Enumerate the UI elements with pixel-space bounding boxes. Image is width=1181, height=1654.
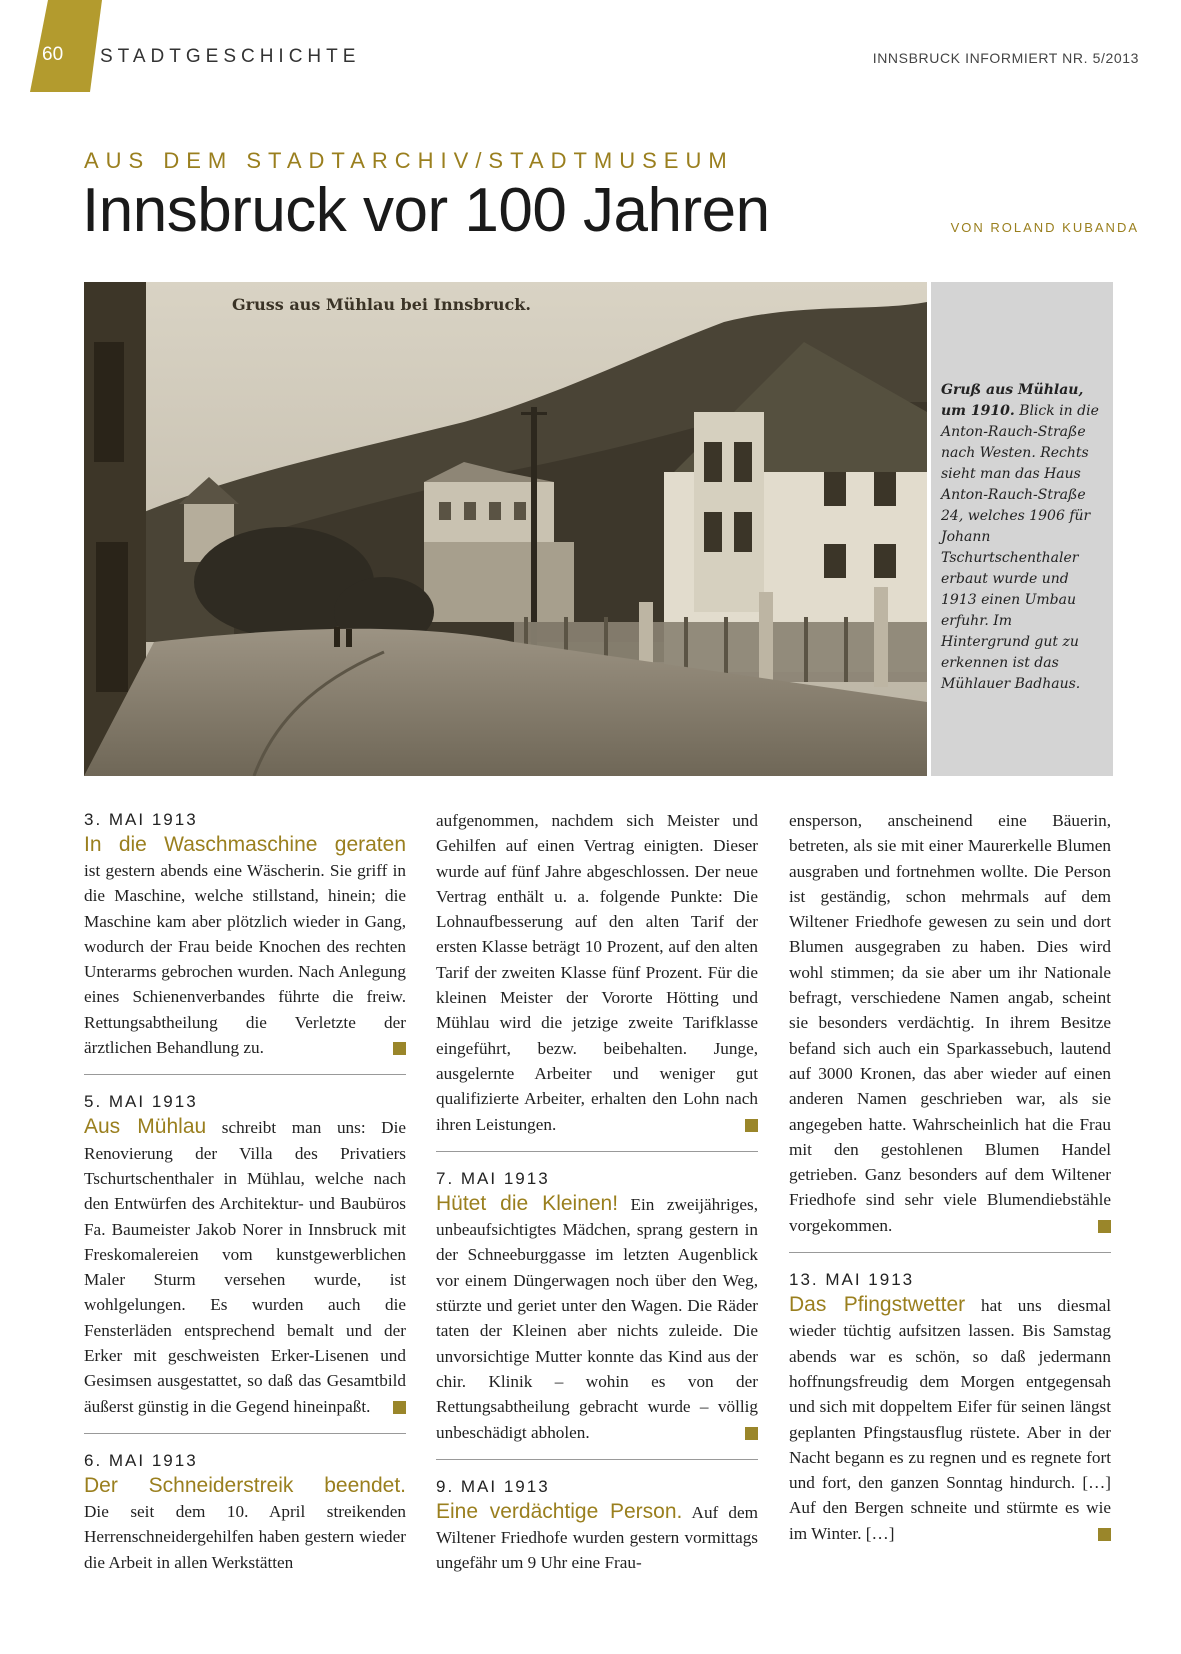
caption-bold: Gruß aus Mühlau, um 1910. [941,382,1084,419]
article-body: Aus Mühlau schreibt man uns: Die Renovierung der Villa des Privatiers Tschurtschenthaler in Mühlau, welche nach den Entwürfen des Architektur- und Baubüros Fa. Baumeister Jakob Norer in Innsbruck mit Freskomalereien vom kunstgewerblichen Maler Sturm versehen wurde, ist wohlgelungen. Es wurden auch die Fensterläden entsprechend bemalt und der Erker mit geschweisten Erker-Lisenen und Gesimsen ausgestattet, so daß das Gesamtbild äußerst günstig in die Gegend hineinpaßt. [84,1115,406,1416]
article-5-mai [84,1090,406,1419]
historic-postcard-photo [84,282,927,776]
page-title: Innsbruck vor 100 Jahren [82,176,770,245]
article-date: 3. MAI 1913 [84,810,198,829]
article-headline: Hütet die Kleinen! [436,1191,619,1215]
article-headline: Der Schneiderstreik beendet. [84,1473,406,1497]
divider [84,1433,406,1434]
article-date: 7. MAI 1913 [436,1168,550,1188]
article-date: 5. MAI 1913 [84,1092,198,1112]
article-date: 6. MAI 1913 [84,1450,198,1470]
article-body: Das Pfingstwetter hat uns diesmal wieder tüchtig aufsitzen lassen. Bis Samstag abends war es schön, so daß jedermann hoffnungsfreudig dem Morgen entgegensah und sich mit doppeltem Eifer für seinen längst geplanten Pfingstausflug rüstete. Aber in der Nacht begann es zu regnen und es regnete fort und fort, den ganzen Sonntag hindurch. […] Auf den Bergen schneite und stürmte es wie im Winter. […] [789,1293,1111,1543]
article-body: Die seit dem 10. April streikenden Herrenschneidergehilfen haben gestern wieder die Arbeit in allen Werkstätten [84,1501,406,1572]
byline: VON ROLAND KUBANDA [950,220,1139,235]
photo-caption [941,380,1101,695]
page-number-tab [30,0,102,92]
article-13-mai [789,1268,1111,1546]
end-mark-icon [1098,1220,1111,1233]
page-number: 60 [42,44,64,65]
column-1 [84,808,406,1575]
article-7-mai [436,1167,758,1445]
divider [789,1252,1111,1253]
section-label: STADTGESCHICHTE [100,46,361,67]
article-headline: Eine verdächtige Person. [436,1499,683,1523]
end-mark-icon [745,1119,758,1132]
article-6-mai [84,1449,406,1575]
end-mark-icon [1098,1528,1111,1541]
end-mark-icon [393,1042,406,1055]
divider [436,1459,758,1460]
divider [84,1074,406,1075]
divider [436,1151,758,1152]
caption-text: Blick in die Anton-Rauch-Straße nach Westen. Rechts sieht man das Haus Anton-Rauch-Straße 24, welches 1906 für Johann Tschurtschenthaler erbaut wurde und 1913 einen Umbau erfuhr. Im Hintergrund gut zu erkennen ist das Mühlauer Badhaus. [941,403,1099,692]
issue-label: INNSBRUCK INFORMIERT NR. 5/2013 [872,50,1139,66]
end-mark-icon [745,1427,758,1440]
column-3 [789,808,1111,1546]
end-mark-icon [393,1401,406,1414]
article-headline: Das Pfingstwetter [789,1293,966,1317]
article-3-mai [84,808,406,1060]
article-9-mai [436,1475,758,1576]
article-date: 9. MAI 1913 [436,1476,550,1496]
article-body: Hütet die Kleinen! Ein zweijähriges, unbeaufsichtigtes Mädchen, sprang gestern in der Schneeburggasse im letzten Augenblick vor einem Düngerwagen noch über den Weg, stürzte und geriet unter den Wagen. Die Räder taten der Kleinen aber nichts zuleide. Die unvorsichtige Mutter konnte das Kind aus der chir. Klinik – wohin es von der Rettungsabtheilung gebracht wurde – völlig unbeschädigt abholen. [436,1191,758,1442]
photo-caption-box [931,282,1113,776]
article-body: Eine verdächtige Person. Auf dem Wiltener Friedhofe wurden gestern vormittags ungefähr um 9 Uhr eine Frau- [436,1499,759,1573]
column-2 [436,808,758,1576]
article-headline: Aus Mühlau [84,1115,207,1139]
kicker: AUS DEM STADTARCHIV/STADTMUSEUM [84,148,734,173]
article-date: 13. MAI 1913 [789,1270,915,1290]
article-body: ist gestern abends eine Wäscherin. Sie griff in die Maschine, welche stillstand, hinein; die Maschine kam aber plötzlich wieder in Gang, wodurch der Frau beide Knochen des rechten Unterarms gebrochen wurden. Nach Anlegung eines Schienenverbandes führte die freiw. Rettungsabtheilung die Verletzte der ärztlichen Behandlung zu. [84,861,406,1058]
article-body-continued: aufgenommen, nachdem sich Meister und Gehilfen auf einen Vertrag einigten. Dieser wurde auf fünf Jahre abgeschlossen. Der neue Vertrag enthält u. a. folgende Punkte: Die Lohnaufbesserung auf den alten Tarif der ersten Klasse beträgt 10 Prozent, auf den alten Tarif der zweiten Klasse fünf Prozent. Für die kleinen Meister der Vororte Hötting und Mühlau wird die jetzige zweite Tarifklasse eingeführt, bezw. beibehalten. Junge, ausgelernte Arbeiter und weniger gut qualifizierte Arbeiter, erhalten den Lohn nach ihren Leistungen. [436,811,758,1134]
article-body-continued: ensperson, anscheinend eine Bäuerin, betreten, als sie mit einer Maurerkelle Blumen ausgraben und fortnehmen wollte. Die Person ist geständig, schon mehrmals auf dem Wiltener Friedhofe gewesen zu sein und dort Blumen ausgegraben zu haben. Dies wird wohl stimmen; da sie aber um ihr Nationale befragt, verschiedene Namen angab, scheint sie besonders verdächtig. In ihrem Besitze befand sich auch ein Sparkassebuch, lautend auf 3000 Kronen, das aber wieder auf einen anderen Namen geschrieben war, als sie angegeben hatte. Wahrscheinlich hat die Frau mit den gestohlenen Blumen Handel getrieben. Ganz besonders auf dem Wiltener Friedhofe sind sehr viele Blumendiebstähle vorgekommen. [789,811,1111,1235]
article-headline: In die Waschmaschine geraten [84,833,406,856]
postcard-text: Gruss aus Mühlau bei Innsbruck. [232,295,531,314]
